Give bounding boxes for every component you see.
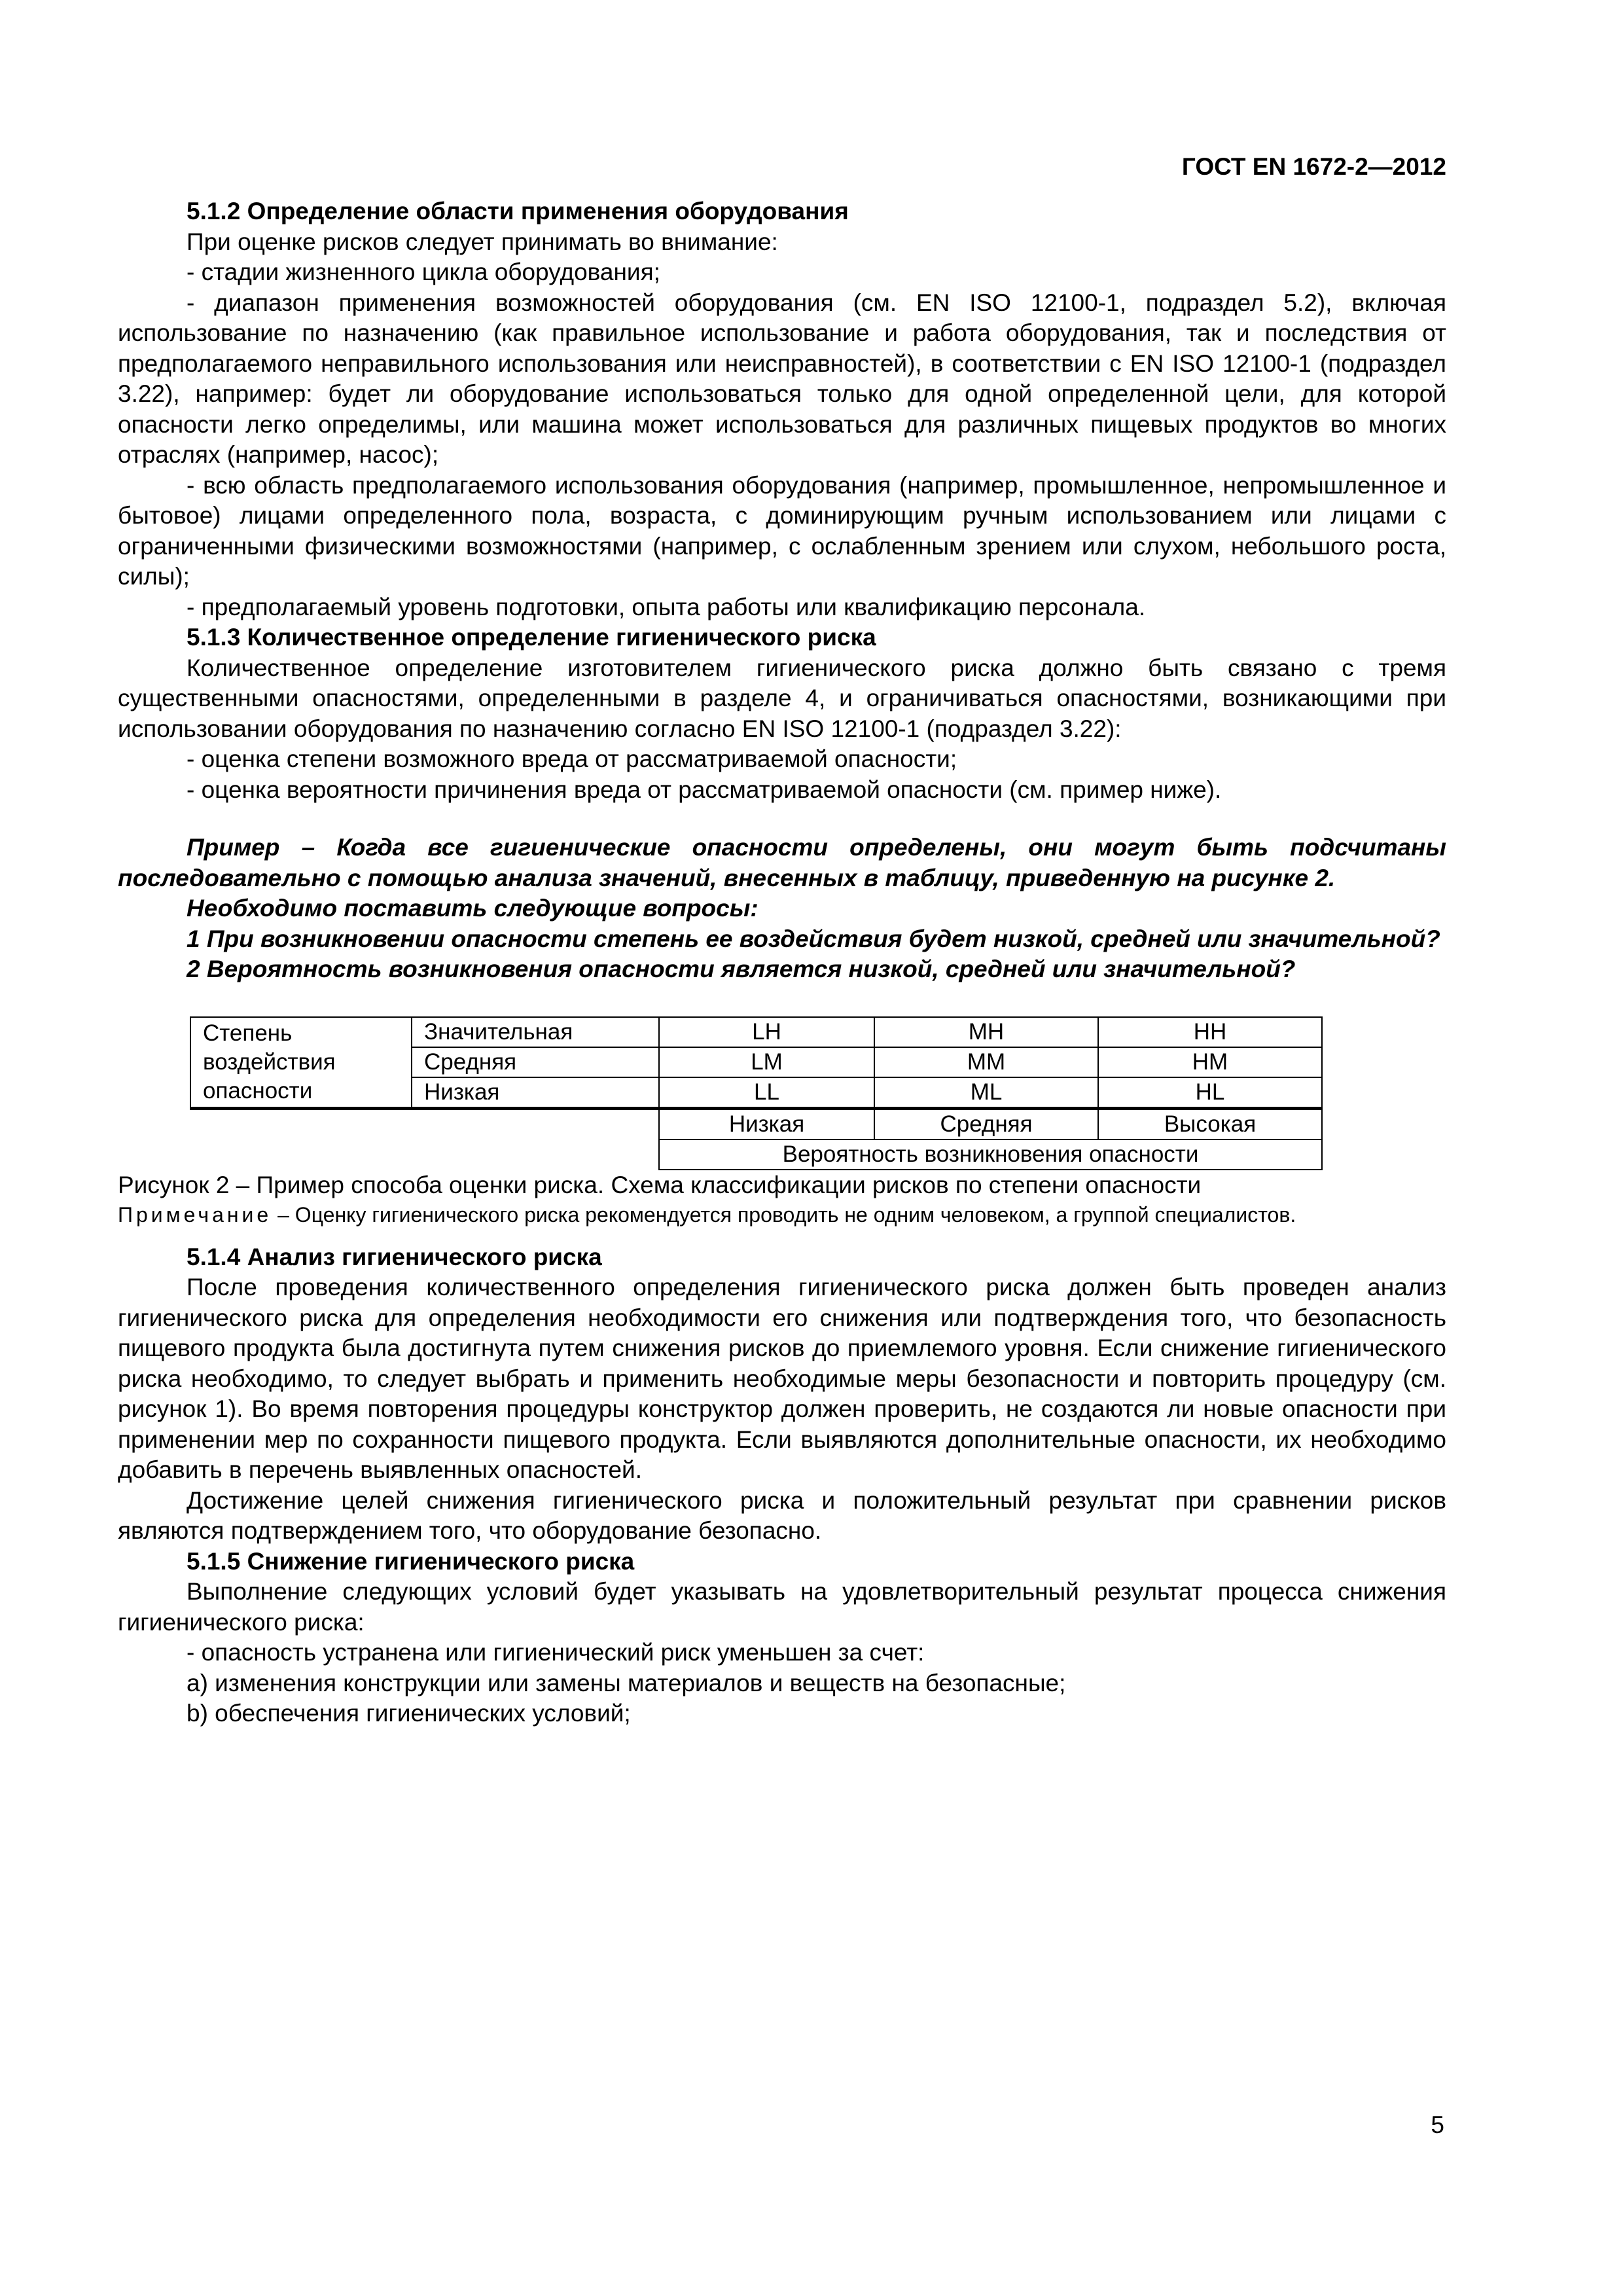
note-text: – Оценку гигиенического риска рекомендуется проводить не одним человеком, а группой специалистов.: [272, 1202, 1296, 1227]
list-item: - стадии жизненного цикла оборудования;: [187, 259, 660, 285]
document-id: ГОСТ EN 1672-2—2012: [1181, 153, 1446, 180]
probability-group-label: Вероятность возникновения опасности: [659, 1139, 1322, 1170]
list-item: - оценка степени возможного вреда от рассматриваемой опасности;: [187, 745, 957, 772]
risk-cell: LH: [659, 1017, 874, 1047]
section-heading-5-1-3: 5.1.3 Количественное определение гигиенического риска: [187, 624, 876, 651]
page-content: [118, 196, 1446, 1729]
spacer: [118, 1229, 1446, 1242]
risk-cell: LM: [659, 1047, 874, 1077]
risk-cell: MH: [874, 1017, 1098, 1047]
table-row: [190, 1017, 1322, 1047]
example-question: 2 Вероятность возникновения опасности является низкой, средней или значительной?: [187, 956, 1296, 982]
list-item: - предполагаемый уровень подготовки, опыта работы или квалификацию персонала.: [187, 593, 1146, 620]
risk-cell: LL: [659, 1077, 874, 1109]
probability-level: Средняя: [874, 1108, 1098, 1139]
risk-cell: MM: [874, 1047, 1098, 1077]
list-item: - опасность устранена или гигиенический риск уменьшен за счет:: [187, 1639, 925, 1666]
risk-classification-table: [190, 1016, 1323, 1170]
table-row: [190, 1139, 1322, 1170]
table-row: [190, 1108, 1322, 1139]
example-paragraph: Пример – Когда все гигиенические опасности определены, они могут быть подсчитаны последовательно с помощью анализа значений, внесенных в таблицу, приведенную на рисунке 2.: [118, 834, 1446, 891]
paragraph: После проведения количественного определения гигиенического риска должен быть проведен анализ гигиенического риска для определения необходимости его снижения или подтверждения того, что безопасность пищевого продукта была достигнута путем снижения рисков до приемлемого уровня. Если снижение гигиенического риска необходимо, то следует выбрать и применить необходимые меры безопасности и повторить процедуру (см. рисунок 1). Во время повторения процедуры конструктор должен проверить, не создаются ли новые опасности при применении мер по сохранности пищевого продукта. Если выявляются дополнительные опасности, их необходимо добавить в перечень выявленных опасностей.: [118, 1274, 1446, 1483]
section-heading-5-1-2: 5.1.2 Определение области применения оборудования: [187, 198, 849, 224]
probability-level: Высокая: [1098, 1108, 1322, 1139]
page-number: 5: [1431, 2111, 1444, 2138]
list-item: - диапазон применения возможностей оборудования (см. EN ISO 12100-1, подраздел 5.2), включая использование по назначению (как правильное использование и работа оборудования, так и последствия от предполагаемого неправильного использования или неисправностей), в соответствии с EN ISO 12100-1 (подраздел 3.22), например: будет ли оборудование использоваться только для одной определенной цели, для которой опасности легко определимы, или машина может использоваться для различных пищевых продуктов во многих отраслях (например, насос);: [118, 289, 1446, 468]
risk-cell: HL: [1098, 1077, 1322, 1109]
section-heading-5-1-5: 5.1.5 Снижение гигиенического риска: [187, 1547, 635, 1575]
severity-level: Низкая: [412, 1077, 659, 1109]
risk-cell: HH: [1098, 1017, 1322, 1047]
severity-group-label: Степень воздействия опасности: [190, 1017, 412, 1109]
note: [118, 1200, 1446, 1229]
paragraph: При оценке рисков следует принимать во внимание:: [187, 228, 778, 255]
figure-caption: Рисунок 2 – Пример способа оценки риска. Схема классификации рисков по степени опасности: [118, 1171, 1202, 1198]
spacer: [118, 805, 1446, 833]
risk-cell: HM: [1098, 1047, 1322, 1077]
example-paragraph: Необходимо поставить следующие вопросы:: [187, 895, 758, 922]
section-heading-5-1-4: 5.1.4 Анализ гигиенического риска: [187, 1243, 602, 1270]
note-label: Примечание: [118, 1202, 272, 1227]
severity-level: Средняя: [412, 1047, 659, 1077]
risk-cell: ML: [874, 1077, 1098, 1109]
paragraph: Выполнение следующих условий будет указывать на удовлетворительный результат процесса снижения гигиенического риска:: [118, 1578, 1446, 1636]
severity-level: Значительная: [412, 1017, 659, 1047]
example-question: 1 При возникновении опасности степень ее воздействия будет низкой, средней или значительной?: [187, 925, 1440, 952]
list-item: b) обеспечения гигиенических условий;: [187, 1700, 631, 1727]
list-item: - оценка вероятности причинения вреда от рассматриваемой опасности (см. пример ниже).: [187, 776, 1222, 803]
probability-level: Низкая: [659, 1108, 874, 1139]
list-item: - всю область предполагаемого использования оборудования (например, промышленное, непромышленное и бытовое) лицами определенного пола, возраста, с доминирующим ручным использованием или лицами с ограниченными физическими возможностями (например, с ослабленным зрением или слухом, небольшого роста, силы);: [118, 471, 1446, 590]
list-item: a) изменения конструкции или замены материалов и веществ на безопасные;: [187, 1669, 1066, 1696]
paragraph: Количественное определение изготовителем гигиенического риска должно быть связано с тремя существенными опасностями, определенными в разделе 4, и ограничиваться опасностями, возникающими при использовании оборудования по назначению согласно EN ISO 12100-1 (подраздел 3.22):: [118, 654, 1446, 742]
paragraph: Достижение целей снижения гигиенического риска и положительный результат при сравнении рисков являются подтверждением того, что оборудование безопасно.: [118, 1486, 1446, 1544]
